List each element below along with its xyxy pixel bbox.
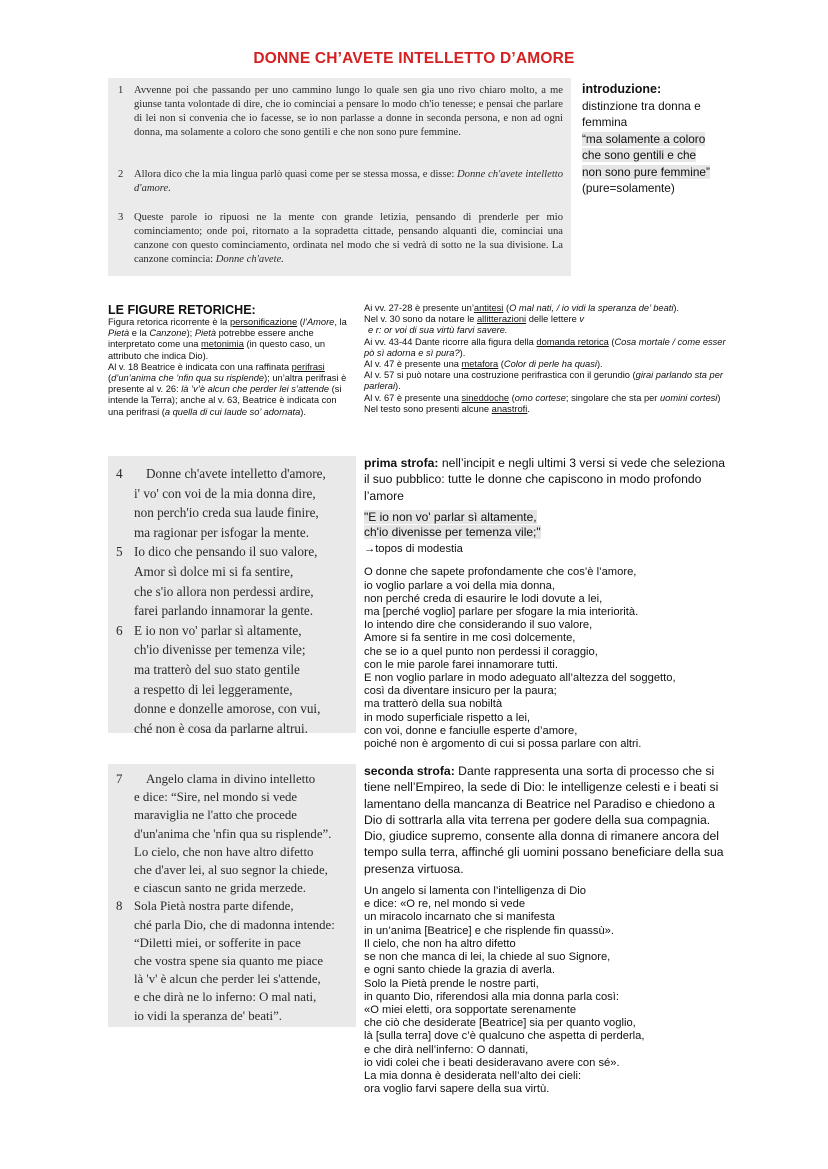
page-title: DONNE CH’AVETE INTELLETTO D’AMORE [253,50,575,67]
intro-note-highlight: non sono pure femmine” [582,164,710,179]
paraphrase-line: Il cielo, che non ha altro difetto [364,937,516,950]
poem-box-2 [108,764,356,1027]
intro-paragraph [118,84,563,140]
intro-paragraph [118,168,563,196]
paraphrase-line: Amore si fa sentire in me così dolcemente, [364,632,576,645]
paragraph-italic: Donne ch'avete. [215,254,284,265]
paraphrase-line: non perché creda di esaurire le lodi dovute a lei, [364,592,603,605]
quote-line: ch'io divenisse per temenza vile;" [364,525,541,540]
verse-line: e dice: “Sire, nel mondo si vede [134,790,298,805]
paragraph-italic: Donne ch'avete intelletto d'amore. [134,169,563,194]
paraphrase-line: che se io a quel punto non perdessi il coraggio, [364,645,598,658]
paragraph-number: 2 [118,169,124,180]
verse-line: ché non è cosa da parlarne altrui. [134,720,308,736]
verse-line: Io dico che pensando il suo valore, [134,544,318,560]
verse-line: Lo cielo, che non have altro difetto [134,844,314,859]
strofa1-paraphrase [364,566,726,751]
verse-line: maraviglia ne l'atto che procede [134,808,297,823]
verse-line: e che dirà ne lo inferno: O mal nati, [134,990,317,1005]
paraphrase-line: E non voglio parlare in modo adeguato all’altezza del soggetto, [364,672,676,685]
paraphrase-line: Un angelo si lamenta con l’intelligenza di Dio [364,885,587,898]
figures-left-text: Figura retorica ricorrente è la personificazione (l’Amore, la Pietà e la Canzone); Pietà potrebbe essere anche interpretato come una metonimia (in questo caso, un attributo che indica Dio). Al v. 18 Beatrice è indicata con una raffinata perifrasi (d’un’anima che ’nfin qua su risplende); un’altra perifrasi è presente al v. 26: là ’v’è alcun che perder lei s’attende (si intende la Terra); anche al v. 63, Beatrice è indicata con una perifrasi (a quella di cui laude so’ adornata). [108,317,347,417]
intro-note-line: distinzione tra donna e femmina [582,98,701,129]
verse-line: Donne ch'avete intelletto d'amore, [146,466,326,481]
strofa1-text: nell’incipit e negli ultimi 3 versi si vede che seleziona il suo pubblico: tutte le donne che capiscono in modo profondo l’amore [364,456,726,503]
paraphrase-line: ma tratterò della sua nobiltà [364,698,503,711]
paraphrase-line: in quanto Dio, riferendosi alla mia donna parla così: [364,990,619,1003]
paraphrase-line: O donne che sapete profondamente che cos’è l’amore, [364,566,637,579]
verse-line: Amor sì dolce mi si fa sentire, [134,564,294,579]
verse-line: che s'io allora non perdessi ardire, [134,583,314,599]
paraphrase-line: se non che manca di lei, la chiede al suo Signore, [364,951,611,964]
intro-note-highlight: “ma solamente a coloro [582,131,706,146]
verse-line: i' vo' con voi de la mia donna dire, [134,485,316,501]
verse-line: d'un'anima che 'nfin qua su risplende”. [134,826,332,841]
intro-note [582,81,722,197]
intro-paragraph [118,211,563,267]
paraphrase-line: e che dirà nell’inferno: O dannati, [364,1043,529,1056]
strofa1-comment [364,455,726,751]
verse-number: 6 [116,622,123,638]
paraphrase-line: poiché non è argomento di cui si possa parlare con altri. [364,738,642,751]
paraphrase-line: io vidi colei che i beati desideravano avere con sé». [364,1056,620,1069]
paraphrase-line: ora voglio farvi sapere della sua virtù. [364,1083,550,1096]
verse-line: ma tratterò del suo stato gentile [134,662,300,677]
paraphrase-line: Solo la Pietà prende le nostre parti, [364,977,539,990]
paragraph-text: Allora dico che la mia lingua parlò quasi come per se stessa mossa, e disse: [134,169,458,180]
verse-line: a respetto di lei leggeramente, [134,681,293,697]
paraphrase-line: così da diventare insicuro per la paura; [364,685,557,698]
paraphrase-line: con le mie parole farei innamorare tutti. [364,658,559,671]
intro-note-tail: (pure=solamente) [582,181,675,195]
paraphrase-line: «O miei eletti, ora sopportate serenamente [364,1003,577,1016]
verse-line: ché parla Dio, che di madonna intende: [134,917,335,932]
verse-line: E io non vo' parlar sì altamente, [134,622,302,638]
verse-line: donne e donzelle amorose, con vui, [134,701,321,717]
verse-line: là 'v' è alcun che perder lei s'attende, [134,972,321,987]
paraphrase-line: un miracolo incarnato che si manifesta [364,911,555,924]
verse-line: e ciascun santo ne grida merzede. [134,881,306,896]
verse-line: che vostra spene sia quanto me piace [134,954,324,968]
verse-number: 8 [116,899,123,914]
verse-line: ma ragionar per isfogar la mente. [134,524,310,540]
paraphrase-line: e dice: «O re, nel mondo si vede [364,898,526,911]
paraphrase-line: ma [perché voglio] parlare per sfogare la mia interiorità. [364,606,639,618]
verse-number: 7 [116,772,123,786]
intro-text-box [108,78,571,276]
paraphrase-line: La mia donna è desiderata nell’alto dei cieli: [364,1069,582,1082]
verse-line: Angelo clama in divino intelletto [146,772,316,786]
paraphrase-line: Io intendo dire che considerando il suo valore, [364,619,593,632]
strofa2-paraphrase [364,885,726,1096]
paraphrase-line: in modo superficiale rispetto a lei, [364,711,531,724]
topos-note: →topos di modestia [364,542,463,555]
verse-line: farei parlando innamorar la gente. [134,603,314,619]
verse-number: 5 [116,544,123,560]
paraphrase-line: là [sulla terra] dove c’è qualcuno che aspetta di perderla, [364,1030,645,1043]
verse-line: Sola Pietà nostra parte difende, [134,899,294,914]
paragraph-text: Avvenne poi che passando per uno cammino lungo lo quale sen gia uno rivo chiaro molto, a me giunse tanta volontade di dire, che io cominciai a pensare lo modo ch'io tenesse; e pensai che parlare di lei non si convenia che io facesse, se io non parlasse a donne in seconda persona, e non ad ogni donna, ma solamente a coloro che sono gentili e che non sono pure femmine. [134,85,563,138]
verse-line: ch'io divenisse per temenza vile; [134,642,306,658]
paraphrase-line: che ciò che desiderate [Beatrice] sia per quanto voglio, [364,1017,636,1030]
verse-line: non perch'io creda sua laude finire, [134,505,319,521]
quote-line: "E io non vo' parlar sì altamente, [364,509,537,524]
strofa1-label: prima strofa: [364,456,439,470]
poem-box-1 [108,456,356,736]
verse-number: 4 [116,466,123,481]
figures-heading: LE FIGURE RETORICHE: [108,303,256,317]
intro-note-heading: introduzione: [582,82,662,96]
verse-line: “Diletti miei, or sofferite in pace [134,935,301,950]
paragraph-number: 1 [118,85,124,96]
paraphrase-line: e ogni santo chiede la grazia di averla. [364,964,555,977]
paraphrase-line: io voglio parlare a voi della mia donna, [364,579,555,592]
paraphrase-line: con voi, donne e fanciulle esperte d’amore, [364,724,578,737]
figures-right-text: Ai vv. 27-28 è presente un’antitesi (O mal nati, / io vidi la speranza de’ beati). Nel v. 30 sono da notare le allitterazioni delle lettere v e r: or voi di sua virtù farvi savere. Ai vv. 43-44 Dante ricorre alla figura della domanda retorica (Cosa mortale / come esser pò sì adorna e sì pura?). Al v. 47 è presente una metafora (Color di perle ha quasi). Al v. 57 si può notare una costruzione perifrastica con il gerundio (girai parlando sta per parlerai). Al v. 67 è presente una sineddoche (omo cortese; singolare che sta per uomini cortesi) Nel testo sono presenti alcune anastrofi. [364,303,726,414]
paragraph-number: 3 [118,212,124,223]
verse-line: che d'aver lei, al suo segnor la chiede, [134,863,328,877]
verse-line: io vidi la speranza de' beati”. [134,1008,282,1023]
strofa2-comment [364,763,726,1096]
strofa2-text: Dante rappresenta una sorta di processo che si tiene nell’Empireo, la sede di Dio: le intelligenze celesti e i beati si lamentano della mancanza di Beatrice nel Paradiso e chiedono a Dio di sottrarla alla vita terrena per godere della sua compagnia. Dio, giudice supremo, consente alla donna di rimanere ancora del tempo sulla terra, affinché gli uomini possano beneficiare della sua presenza virtuosa. [364,764,724,876]
intro-note-highlight: che sono gentili e che [582,148,697,162]
strofa2-label: seconda strofa: [364,764,455,778]
paraphrase-line: in un’anima [Beatrice] e che risplende fin quassù». [364,924,615,937]
paragraph-text: Queste parole io ripuosi ne la mente con grande letizia, pensando di prenderle per mio cominciamento; onde poi, ritornato a la sopradetta cittade, pensando alquanti die, cominciai una canzone con questo cominciamento, ordinata nel modo che si vedrà di sotto ne la sua divisione. La canzone comincia: [134,212,563,265]
